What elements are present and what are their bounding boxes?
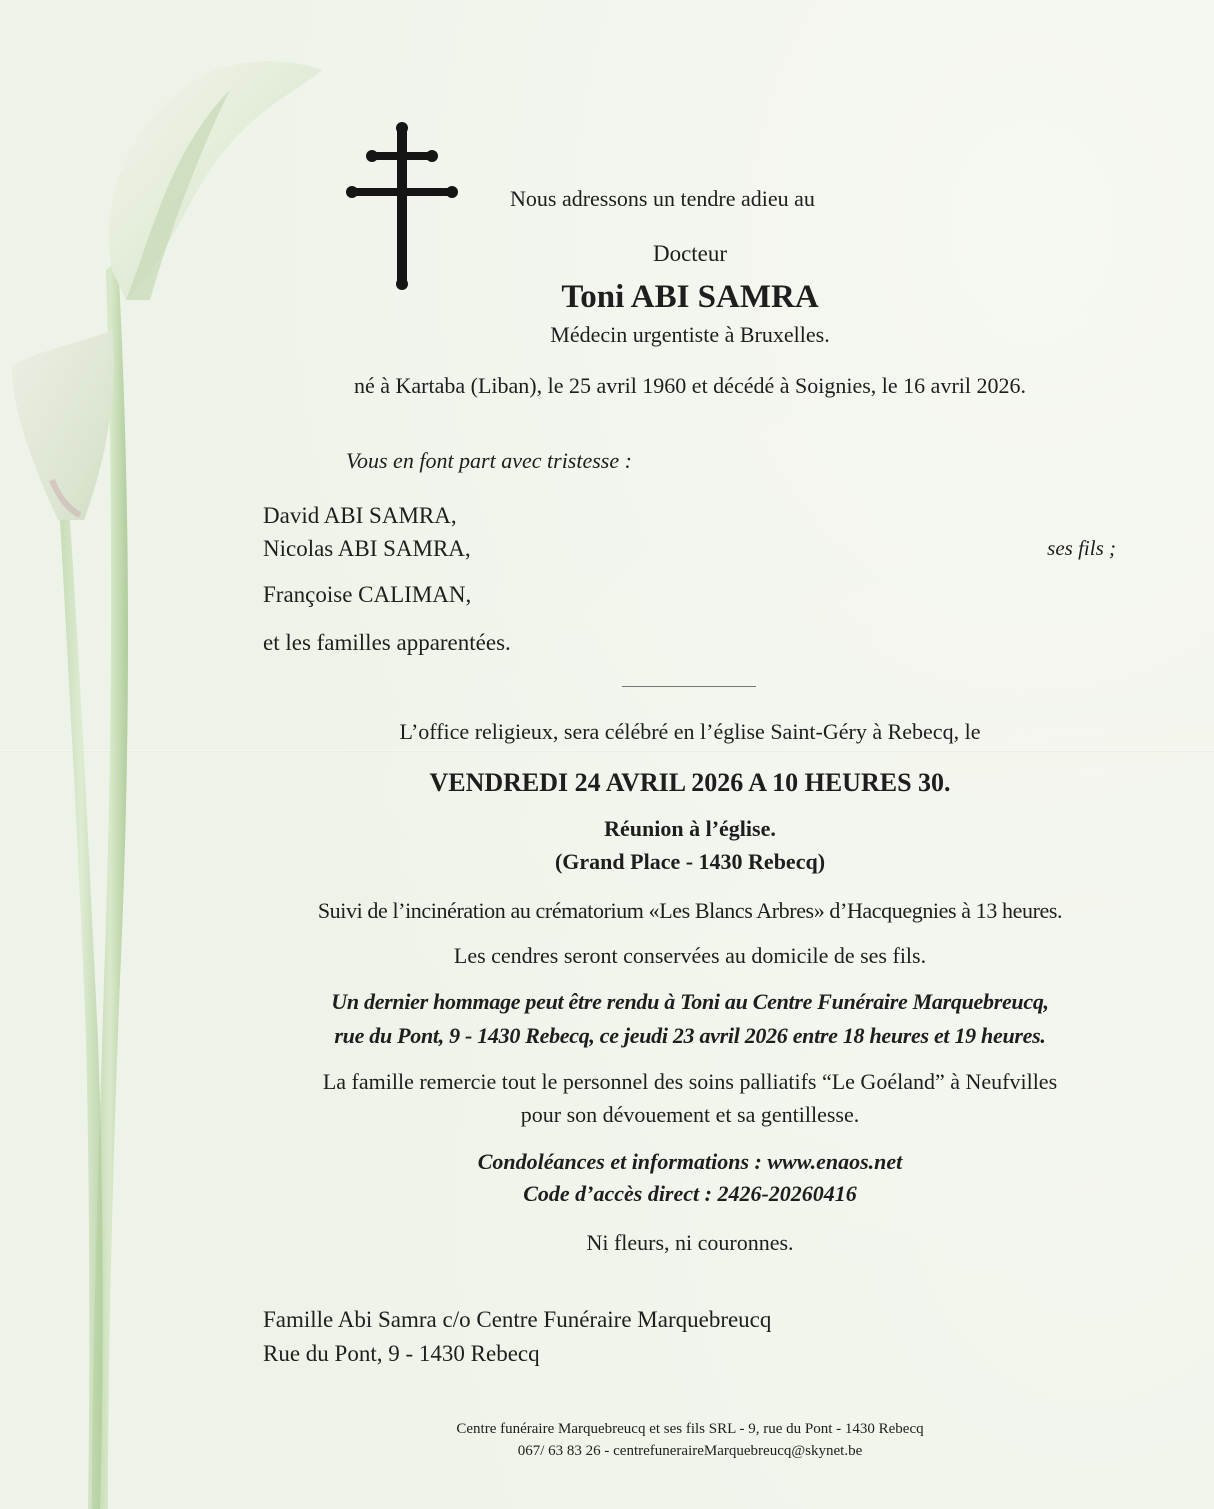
sons-relation: ses fils ; (1047, 536, 1116, 560)
family-member: David ABI SAMRA, (263, 503, 457, 528)
thanks-line: La famille remercie tout le personnel des soins palliatifs “Le Goéland” à Neufvilles (322, 1069, 1058, 1094)
deceased-name: Toni ABI SAMRA (561, 279, 819, 315)
condolences-info: Condoléances et informations : www.enaos.net (477, 1149, 903, 1174)
meeting-address: (Grand Place - 1430 Rebecq) (554, 849, 826, 874)
contact-line: Rue du Pont, 9 - 1430 Rebecq (263, 1341, 540, 1366)
access-code: Code d’accès direct : 2426-20260416 (523, 1181, 857, 1206)
ashes-info: Les cendres seront conservées au domicile de ses fils. (453, 943, 927, 968)
section-divider (622, 686, 756, 687)
cross-of-lorraine-icon (346, 122, 458, 294)
contact-line: Famille Abi Samra c/o Centre Funéraire Marquebreucq (263, 1307, 772, 1332)
family-member: Nicolas ABI SAMRA, (263, 536, 471, 561)
footer-company: Centre funéraire Marquebreucq et ses fils SRL - 9, rue du Pont - 1430 Rebecq (456, 1421, 924, 1437)
tribute-line: rue du Pont, 9 - 1430 Rebecq, ce jeudi 23 avril 2026 entre 18 heures et 19 heures. (334, 1023, 1046, 1048)
calla-lily-illustration (0, 0, 360, 1509)
family-member: Françoise CALIMAN, (263, 582, 472, 607)
birth-death-dates: né à Kartaba (Liban), le 25 avril 1960 et décédé à Soignies, le 16 avril 2026. (354, 373, 1026, 398)
cremation-info: Suivi de l’incinération au crématorium «Les Blancs Arbres» d’Hacquegnies à 13 heures. (317, 898, 1063, 923)
intro-text: Nous adressons un tendre adieu au (510, 186, 815, 211)
family-intro: Vous en font part avec tristesse : (346, 448, 632, 473)
related-families: et les familles apparentées. (263, 630, 511, 655)
profession: Médecin urgentiste à Bruxelles. (550, 322, 830, 347)
ceremony-date: VENDREDI 24 AVRIL 2026 A 10 HEURES 30. (429, 768, 951, 797)
meeting-place: Réunion à l’église. (604, 816, 776, 841)
tribute-line: Un dernier hommage peut être rendu à Toni au Centre Funéraire Marquebreucq, (331, 989, 1049, 1014)
title-docteur: Docteur (652, 241, 728, 266)
office-announcement: L’office religieux, sera célébré en l’église Saint-Géry à Rebecq, le (399, 719, 981, 744)
footer-contact: 067/ 63 83 26 - centrefuneraireMarquebreucq@skynet.be (517, 1443, 863, 1459)
thanks-line: pour son dévouement et sa gentillesse. (520, 1102, 860, 1127)
no-flowers-note: Ni fleurs, ni couronnes. (586, 1230, 794, 1255)
